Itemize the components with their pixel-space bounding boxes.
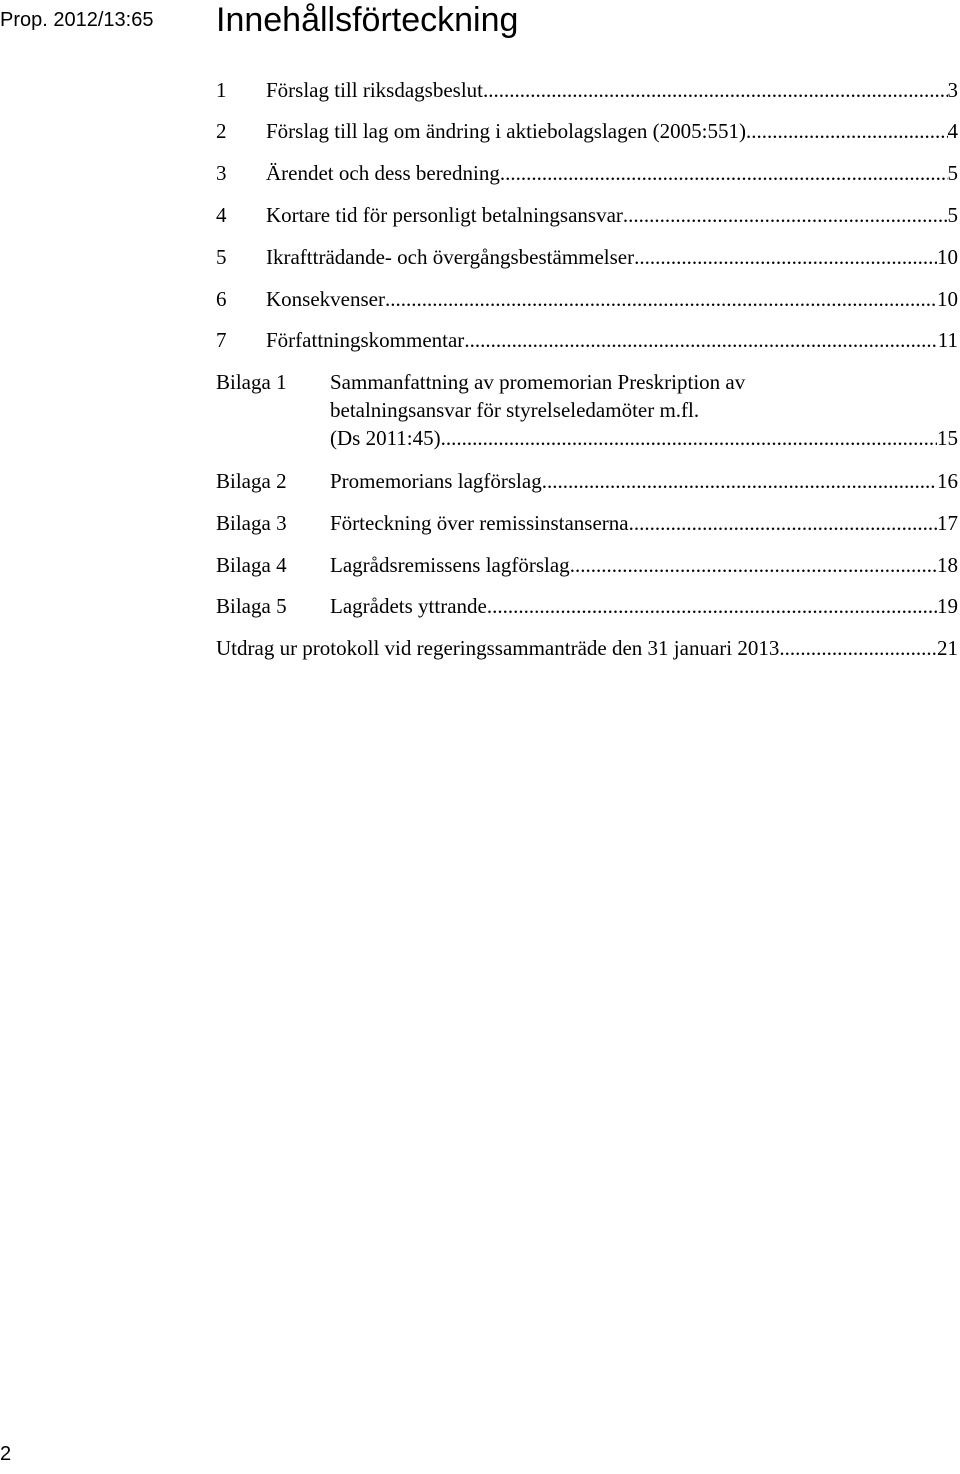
appendix-page: 18 <box>937 553 958 577</box>
toc-entry-2[interactable] <box>216 117 958 145</box>
appendix-label: Bilaga 2 <box>216 469 287 493</box>
appendix-page: 15 <box>937 426 958 450</box>
toc-entry-page: 10 <box>937 287 958 311</box>
appendix-text: Lagrådets yttrande <box>330 594 487 618</box>
toc-entry-page: 10 <box>937 245 958 269</box>
toc-entry-number: 5 <box>216 245 227 269</box>
page-title: Innehållsförteckning <box>216 1 519 39</box>
leader-dots <box>629 509 937 537</box>
leader-dots <box>634 243 937 271</box>
toc-closing-text: Utdrag ur protokoll vid regeringssammanträde den 31 januari 2013 <box>216 636 780 660</box>
leader-dots <box>487 592 937 620</box>
appendix-1-line-2[interactable] <box>216 396 958 424</box>
toc-entry-5[interactable] <box>216 243 958 271</box>
page-number: 2 <box>0 1443 12 1465</box>
appendix-label: Bilaga 4 <box>216 553 287 577</box>
leader-dots <box>779 634 937 662</box>
toc-entry-page: 5 <box>947 161 958 185</box>
leader-dots <box>623 201 948 229</box>
appendix-2[interactable] <box>216 467 958 495</box>
toc-entry-7[interactable] <box>216 326 958 354</box>
leader-dots <box>483 76 948 104</box>
toc-entry-3[interactable] <box>216 159 958 187</box>
toc-closing-page: 21 <box>937 636 958 660</box>
appendix-label: Bilaga 5 <box>216 594 287 618</box>
appendix-5[interactable] <box>216 592 958 620</box>
toc-entry-number: 3 <box>216 161 227 185</box>
appendix-text: Förteckning över remissinstanserna <box>330 511 629 535</box>
leader-dots <box>500 159 948 187</box>
appendix-label: Bilaga 1 <box>216 370 287 394</box>
toc-entry-number: 6 <box>216 287 227 311</box>
leader-dots <box>441 424 937 452</box>
toc-entry-text: Kortare tid för personligt betalningsansvar <box>266 203 623 227</box>
appendix-label: Bilaga 3 <box>216 511 287 535</box>
toc-entry-6[interactable] <box>216 285 958 313</box>
toc-entry-page: 5 <box>947 203 958 227</box>
appendix-3[interactable] <box>216 509 958 537</box>
toc-entry-text: Förslag till riksdagsbeslut <box>266 78 483 102</box>
toc-entry-text: Ikraftträdande- och övergångsbestämmelser <box>266 245 635 269</box>
toc-entry-text: Författningskommentar <box>266 328 465 352</box>
toc-closing-entry[interactable] <box>216 634 958 662</box>
leader-dots <box>746 117 948 145</box>
appendix-text-line: betalningsansvar för styrelseledamöter m.fl. <box>330 398 700 422</box>
toc-entry-page: 11 <box>937 328 958 352</box>
toc-entry-number: 1 <box>216 78 227 102</box>
appendix-text: Lagrådsremissens lagförslag <box>330 553 570 577</box>
appendix-1-line-3[interactable] <box>216 424 958 452</box>
appendix-text-line: Sammanfattning av promemorian Preskription av <box>330 370 746 394</box>
appendix-text: Promemorians lagförslag <box>330 469 542 493</box>
appendix-page: 17 <box>937 511 958 535</box>
toc-entry-4[interactable] <box>216 201 958 229</box>
toc-entry-number: 4 <box>216 203 227 227</box>
leader-dots <box>385 285 937 313</box>
appendix-page: 19 <box>937 594 958 618</box>
leader-dots <box>464 326 937 354</box>
toc-entry-number: 2 <box>216 119 227 143</box>
toc-entry-text: Förslag till lag om ändring i aktiebolagslagen (2005:551) <box>266 119 746 143</box>
appendix-1-line-1[interactable] <box>216 368 958 396</box>
toc-entry-1[interactable] <box>216 76 958 104</box>
toc-entry-text: Konsekvenser <box>266 287 385 311</box>
prop-label: Prop. 2012/13:65 <box>0 9 154 31</box>
toc-entry-number: 7 <box>216 328 227 352</box>
leader-dots <box>570 551 937 579</box>
appendix-4[interactable] <box>216 551 958 579</box>
appendix-page: 16 <box>937 469 958 493</box>
toc-entry-text: Ärendet och dess beredning <box>266 161 500 185</box>
toc-entry-page: 3 <box>947 78 958 102</box>
appendix-text: (Ds 2011:45) <box>330 426 441 450</box>
toc-entry-page: 4 <box>947 119 958 143</box>
leader-dots <box>542 467 937 495</box>
